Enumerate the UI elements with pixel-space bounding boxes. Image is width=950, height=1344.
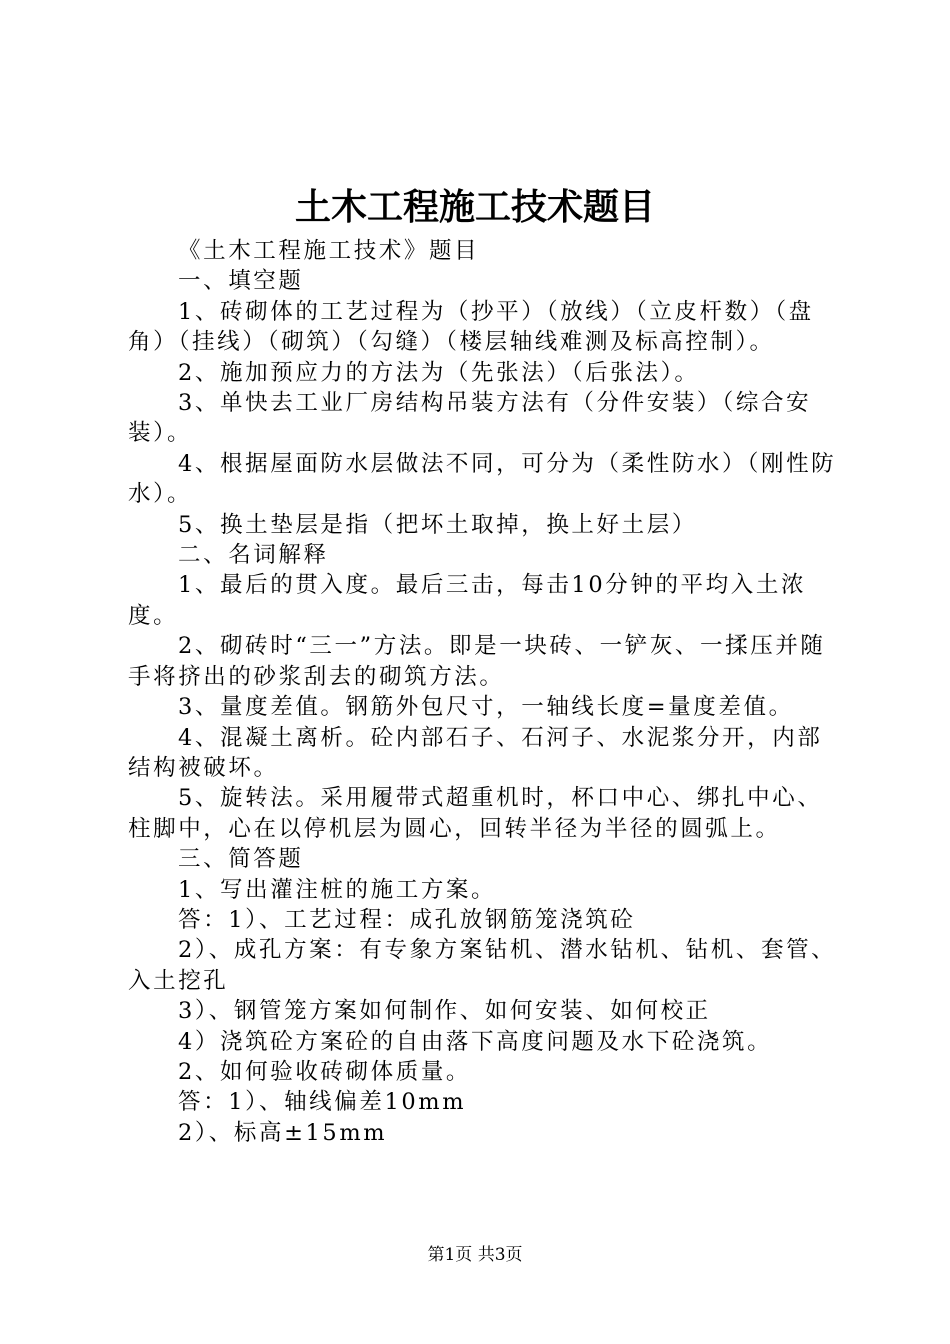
paragraph: 2、如何验收砖砌体质量。 [178, 1058, 472, 1085]
paragraph: 2）、标高±15mm [178, 1119, 388, 1146]
paragraph: 4、混凝土离析。砼内部石子、石河子、水泥浆分开，内部结构被破坏。 [128, 724, 823, 781]
paragraph: 4、根据屋面防水层做法不同，可分为（柔性防水）（刚性防水）。 [128, 450, 837, 508]
section-heading-terms: 二、名词解释 [178, 542, 329, 569]
paragraph: 1、写出灌注桩的施工方案。 [178, 876, 497, 903]
page-title: 土木工程施工技术题目 [294, 187, 655, 228]
document-body [128, 236, 840, 1148]
paragraph: 3）、钢管笼方案如何制作、如何安装、如何校正 [178, 998, 711, 1025]
section-heading-short-answer: 三、简答题 [178, 846, 304, 873]
paragraph: 5、旋转法。采用履带式超重机时，杯口中心、绑扎中心、柱脚中，心在以停机层为圆心，回转半径为半径的圆弧上。 [128, 785, 823, 842]
paragraph: 答：1）、轴线偏差10mm [178, 1089, 467, 1116]
paragraph: 3、量度差值。钢筋外包尺寸，一轴线长度=量度差值。 [178, 694, 794, 721]
paragraph: 4）浇筑砼方案砼的自由落下高度问题及水下砼浇筑。 [178, 1028, 773, 1055]
paragraph-subtitle: 《土木工程施工技术》题目 [178, 238, 480, 264]
paragraph: 答：1）、工艺过程：成孔放钢筋笼浇筑砼 [178, 906, 636, 933]
paragraph: 5、换土垫层是指（把坏土取掉，换上好土层） [178, 511, 697, 538]
paragraph: 1、最后的贯入度。最后三击，每击10分钟的平均入土浓度。 [128, 572, 807, 629]
paragraph: 1、砖砌体的工艺过程为（抄平）（放线）（立皮杆数）（盘角）（挂线）（砌筑）（勾缝）（楼层轴线难测及标高控制）。 [128, 298, 814, 356]
section-heading-fill-in: 一、填空题 [178, 268, 304, 295]
paragraph: 3、单快去工业厂房结构吊装方法有（分件安装）（综合安装）。 [128, 390, 812, 447]
page-footer: 第1页 共3页 [427, 1245, 523, 1265]
paragraph: 2、砌砖时“三一”方法。即是一块砖、一铲灰、一揉压并随手将挤出的砂浆刮去的砌筑方法。 [128, 633, 826, 690]
paragraph: 2）、成孔方案：有专象方案钻机、潜水钻机、钻机、套管、入土挖孔 [128, 937, 837, 994]
paragraph: 2、施加预应力的方法为（先张法）（后张法）。 [178, 359, 700, 386]
